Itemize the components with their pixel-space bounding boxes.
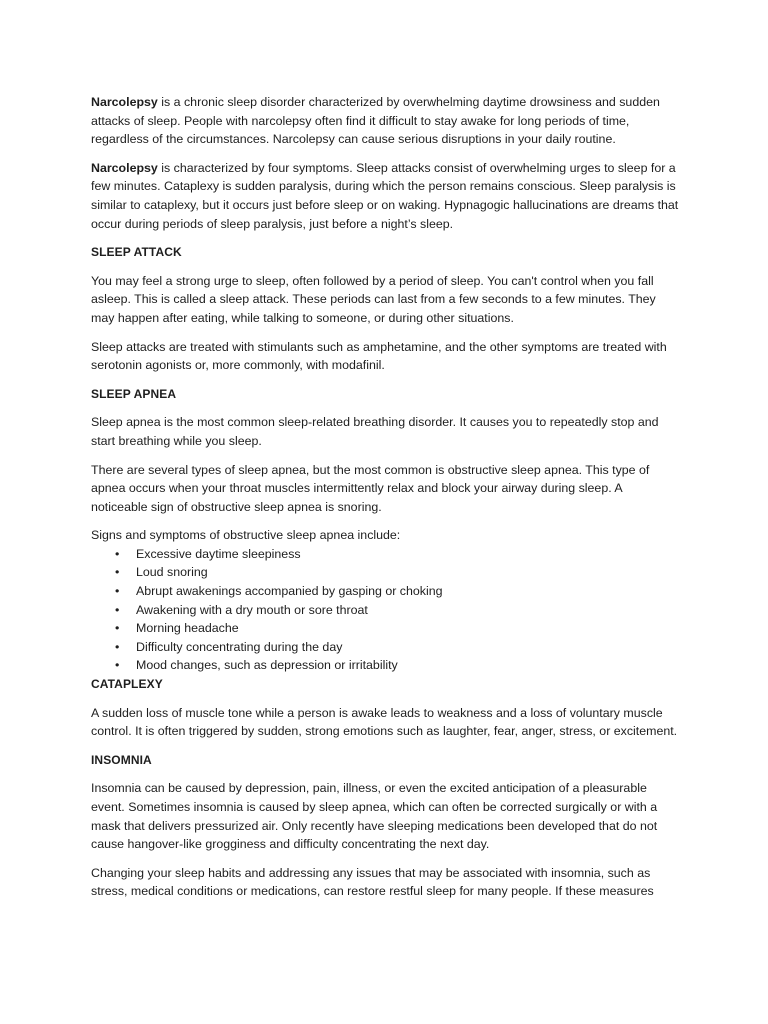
- bullet-icon: •: [115, 565, 120, 580]
- list-item: • Loud snoring: [91, 563, 681, 582]
- narcolepsy-term: Narcolepsy: [91, 95, 158, 109]
- narcolepsy-intro-text: is a chronic sleep disorder characterized by overwhelming daytime drowsiness and sudden attacks of sleep. People with narcolepsy often find it difficult to stay awake for long periods of time, regardless of the circumstances. Narcolepsy can cause serious disruptions in your daily routine.: [91, 95, 660, 147]
- bullet-icon: •: [115, 621, 120, 636]
- sleep-attack-heading: SLEEP ATTACK: [91, 245, 182, 260]
- list-item: • Mood changes, such as depression or irritability: [91, 656, 681, 675]
- document-page: [91, 93, 681, 911]
- bullet-icon: •: [115, 602, 120, 617]
- sleep-apnea-list-intro: Signs and symptoms of obstructive sleep apnea include:: [91, 528, 401, 543]
- narcolepsy-symptoms-text: is characterized by four symptoms. Sleep attacks consist of overwhelming urges to sleep for a few minutes. Cataplexy is sudden paralysis, during which the person remains conscious. Sleep paralysis is similar to cataplexy, but it occurs just before sleep or on waking. Hypnagogic hallucinations are dreams that occur during periods of sleep paralysis, just before a night’s sleep.: [91, 160, 679, 231]
- list-item: • Abrupt awakenings accompanied by gasping or choking: [91, 582, 681, 601]
- bullet-icon: •: [115, 658, 120, 673]
- narcolepsy-term-2: Narcolepsy: [91, 160, 158, 175]
- insomnia-heading: INSOMNIA: [91, 752, 152, 767]
- bullet-icon: •: [115, 584, 120, 599]
- cataplexy-paragraph: A sudden loss of muscle tone while a person is awake leads to weakness and a loss of voluntary muscle control. It is often triggered by sudden, strong emotions such as laughter, fear, anger, stress, or excitement.: [91, 705, 678, 739]
- narcolepsy-symptoms-paragraph: [91, 159, 681, 233]
- sleep-attack-paragraph-1: You may feel a strong urge to sleep, often followed by a period of sleep. You can't control when you fall asleep. This is called a sleep attack. These periods can last from a few seconds to a few minutes. They may happen after eating, while talking to someone, or during other situations.: [91, 273, 656, 325]
- list-item: • Difficulty concentrating during the day: [91, 638, 681, 657]
- insomnia-paragraph-2: Changing your sleep habits and addressing any issues that may be associated with insomnia, such as stress, medical conditions or medications, can restore restful sleep for many people. If these measures: [91, 865, 654, 899]
- sleep-attack-paragraph-2: Sleep attacks are treated with stimulants such as amphetamine, and the other symptoms are treated with serotonin agonists or, more commonly, with modafinil.: [91, 339, 667, 373]
- bullet-icon: •: [115, 639, 120, 654]
- sleep-apnea-paragraph-1: Sleep apnea is the most common sleep-related breathing disorder. It causes you to repeatedly stop and start breathing while you sleep.: [91, 415, 659, 448]
- symptom-list: [91, 545, 681, 675]
- cataplexy-heading: CATAPLEXY: [91, 677, 163, 692]
- list-item: • Awakening with a dry mouth or sore throat: [91, 601, 681, 620]
- list-item: • Excessive daytime sleepiness: [91, 545, 681, 564]
- list-item: • Morning headache: [91, 619, 681, 638]
- insomnia-paragraph-1: Insomnia can be caused by depression, pain, illness, or even the excited anticipation of a pleasurable event. Sometimes insomnia is caused by sleep apnea, which can often be corrected surgically or with a mask that delivers pressurized air. Only recently have sleeping medications been developed that do not cause hangover-like grogginess and difficulty concentrating the next day.: [91, 781, 658, 852]
- narcolepsy-intro-paragraph: [91, 93, 681, 149]
- bullet-icon: •: [115, 546, 120, 561]
- sleep-apnea-heading: SLEEP APNEA: [91, 386, 177, 401]
- sleep-apnea-paragraph-2: There are several types of sleep apnea, but the most common is obstructive sleep apnea. This type of apnea occurs when your throat muscles intermittently relax and block your airway during sleep. A noticeable sign of obstructive sleep apnea is snoring.: [91, 462, 650, 514]
